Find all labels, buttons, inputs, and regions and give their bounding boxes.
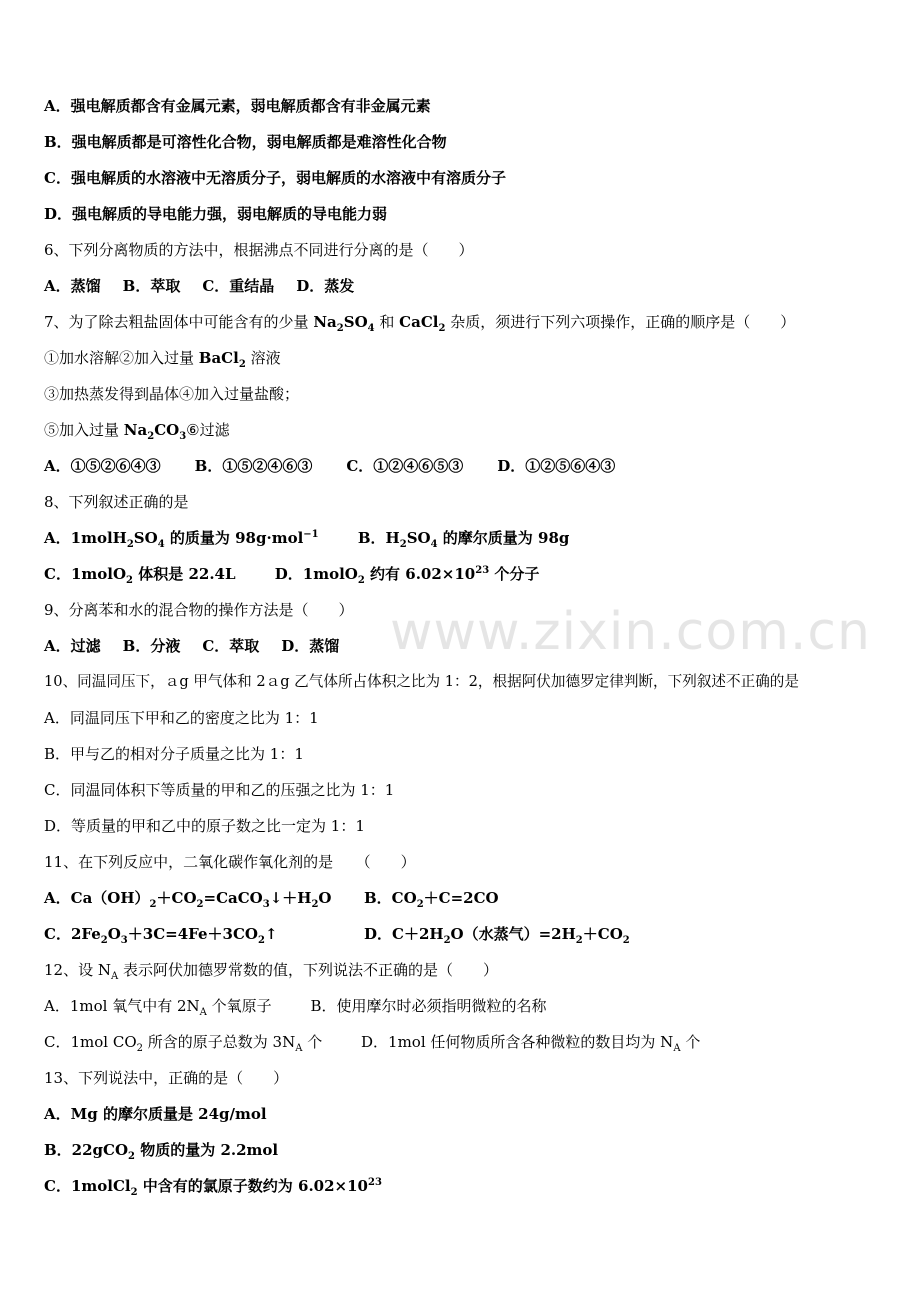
q6-options xyxy=(44,276,900,296)
q11-stem: 11、在下列反应中，二氧化碳作氧化剂的是 （ ） xyxy=(44,853,416,871)
q12-option-b: B．使用摩尔时必须指明微粒的名称 xyxy=(310,997,547,1015)
q9-options xyxy=(44,636,900,656)
q11-options-ab xyxy=(44,888,900,908)
q7-operations-2: ③加热蒸发得到晶体④加入过量盐酸； xyxy=(44,385,300,403)
q12-option-a: A．1mol 氧气中有 $2N_A$ 个氧原子 xyxy=(44,997,272,1018)
q10-option-a: A．同温同压下甲和乙的密度之比为 1：1 xyxy=(44,709,319,727)
q6-option-a: A．蒸馏 xyxy=(44,277,101,295)
q12-option-d: D．1mol 任何物质所含各种微粒的数目均为 $N_A$ 个 xyxy=(361,1033,701,1054)
q13-option-b: B．22gCO$_2$ 物质的量为 2.2mol xyxy=(44,1141,279,1162)
q8-option-c: C．1molO$_2$ 体积是 22.4L xyxy=(44,565,236,586)
watermark-text: www.zixin.com.cn xyxy=(390,602,871,662)
q5-option-d: D．强电解质的导电能力强，弱电解质的导电能力弱 xyxy=(44,205,388,223)
q7-option-d: D．①②⑤⑥④③ xyxy=(497,457,616,475)
q7-option-c: C．①②④⑥⑤③ xyxy=(346,457,464,475)
q8-stem: 8、下列叙述正确的是 xyxy=(44,493,189,511)
q6-option-c: C．重结晶 xyxy=(202,277,275,295)
q7-options xyxy=(44,456,900,476)
q7-operations-3: ⑤加入过量 $Na_2CO_3⑥$过滤 xyxy=(44,421,230,442)
q12-option-c: C．1mol $CO_2$ 所含的原子总数为 $3N_A$ 个 xyxy=(44,1033,323,1054)
q6-option-d: D．蒸发 xyxy=(296,277,355,295)
q7-stem: 7、为了除去粗盐固体中可能含有的少量 $Na_2SO_4$ 和 CaCl$_2$ 杂质，须进行下列六项操作，正确的顺序是（ ） xyxy=(44,313,796,334)
q5-option-a: A．强电解质都含有金属元素，弱电解质都含有非金属元素 xyxy=(44,97,431,115)
q10-option-b: B．甲与乙的相对分子质量之比为 1：1 xyxy=(44,745,304,763)
q8-option-b: B．$H_2SO_4$ 的摩尔质量为 98g xyxy=(357,529,570,550)
q13-stem: 13、下列说法中，正确的是（ ） xyxy=(44,1069,289,1087)
q9-option-c: C．萃取 xyxy=(202,637,260,655)
q10-stem: 10、同温同压下，ａg 甲气体和 2ａg 乙气体所占体积之比为 1：2，根据阿伏加德罗定律判断，下列叙述不正确的是 xyxy=(44,673,799,690)
q7-operations-1: ①加水溶解②加入过量 BaCl$_2$ 溶液 xyxy=(44,349,281,370)
q8-options-cd xyxy=(44,564,900,584)
q12-stem: 12、设 $N_A$ 表示阿伏加德罗常数的值，下列说法不正确的是（ ） xyxy=(44,961,498,982)
q8-option-d: D．1molO$_2$ 约有 $6.02\times 10^{23}$ 个分子 xyxy=(274,565,540,586)
q7-option-b: B．①⑤②④⑥③ xyxy=(194,457,313,475)
q12-options-ab xyxy=(44,996,900,1016)
q8-option-a: A．$1molH_2SO_4$ 的质量为 98g·mol$^{-1}$ xyxy=(44,529,319,550)
q7-option-a: A．①⑤②⑥④③ xyxy=(44,457,161,475)
q11-option-c: C．$2Fe_2O_3+3C=4Fe+3CO_2↑$ xyxy=(44,925,278,946)
q9-option-b: B．分液 xyxy=(122,637,181,655)
q13-option-c: C．1molCl$_2$ 中含有的氯原子数约为 $6.02\times 10^{23}$ xyxy=(44,1177,382,1198)
q8-options-ab xyxy=(44,528,900,548)
q6-stem: 6、下列分离物质的方法中，根据沸点不同进行分离的是（ ） xyxy=(44,241,474,259)
q9-option-d: D．蒸馏 xyxy=(281,637,340,655)
q6-option-b: B．萃取 xyxy=(122,277,181,295)
q11-option-a: A．$Ca(OH)_2+CO_2=CaCO_3↓+H_2O$ xyxy=(44,889,332,910)
q5-option-c: C．强电解质的水溶液中无溶质分子，弱电解质的水溶液中有溶质分子 xyxy=(44,169,506,187)
q10-option-d: D．等质量的甲和乙中的原子数之比一定为 1：1 xyxy=(44,817,365,835)
q5-option-b: B．强电解质都是可溶性化合物，弱电解质都是难溶性化合物 xyxy=(44,133,447,151)
q9-option-a: A．过滤 xyxy=(44,637,101,655)
q13-option-a: A．Mg 的摩尔质量是 24g/mol xyxy=(44,1105,267,1123)
q11-options-cd xyxy=(44,924,900,944)
q11-option-d: D．$C+2H_2O$（水蒸气）$=2H_2+CO_2$ xyxy=(364,925,630,946)
q9-stem: 9、分离苯和水的混合物的操作方法是（ ） xyxy=(44,601,354,619)
q10-option-c: C．同温同体积下等质量的甲和乙的压强之比为 1：1 xyxy=(44,781,395,799)
q11-option-b: B．$CO_2+C=2CO$ xyxy=(364,889,499,910)
q12-options-cd xyxy=(44,1032,900,1052)
